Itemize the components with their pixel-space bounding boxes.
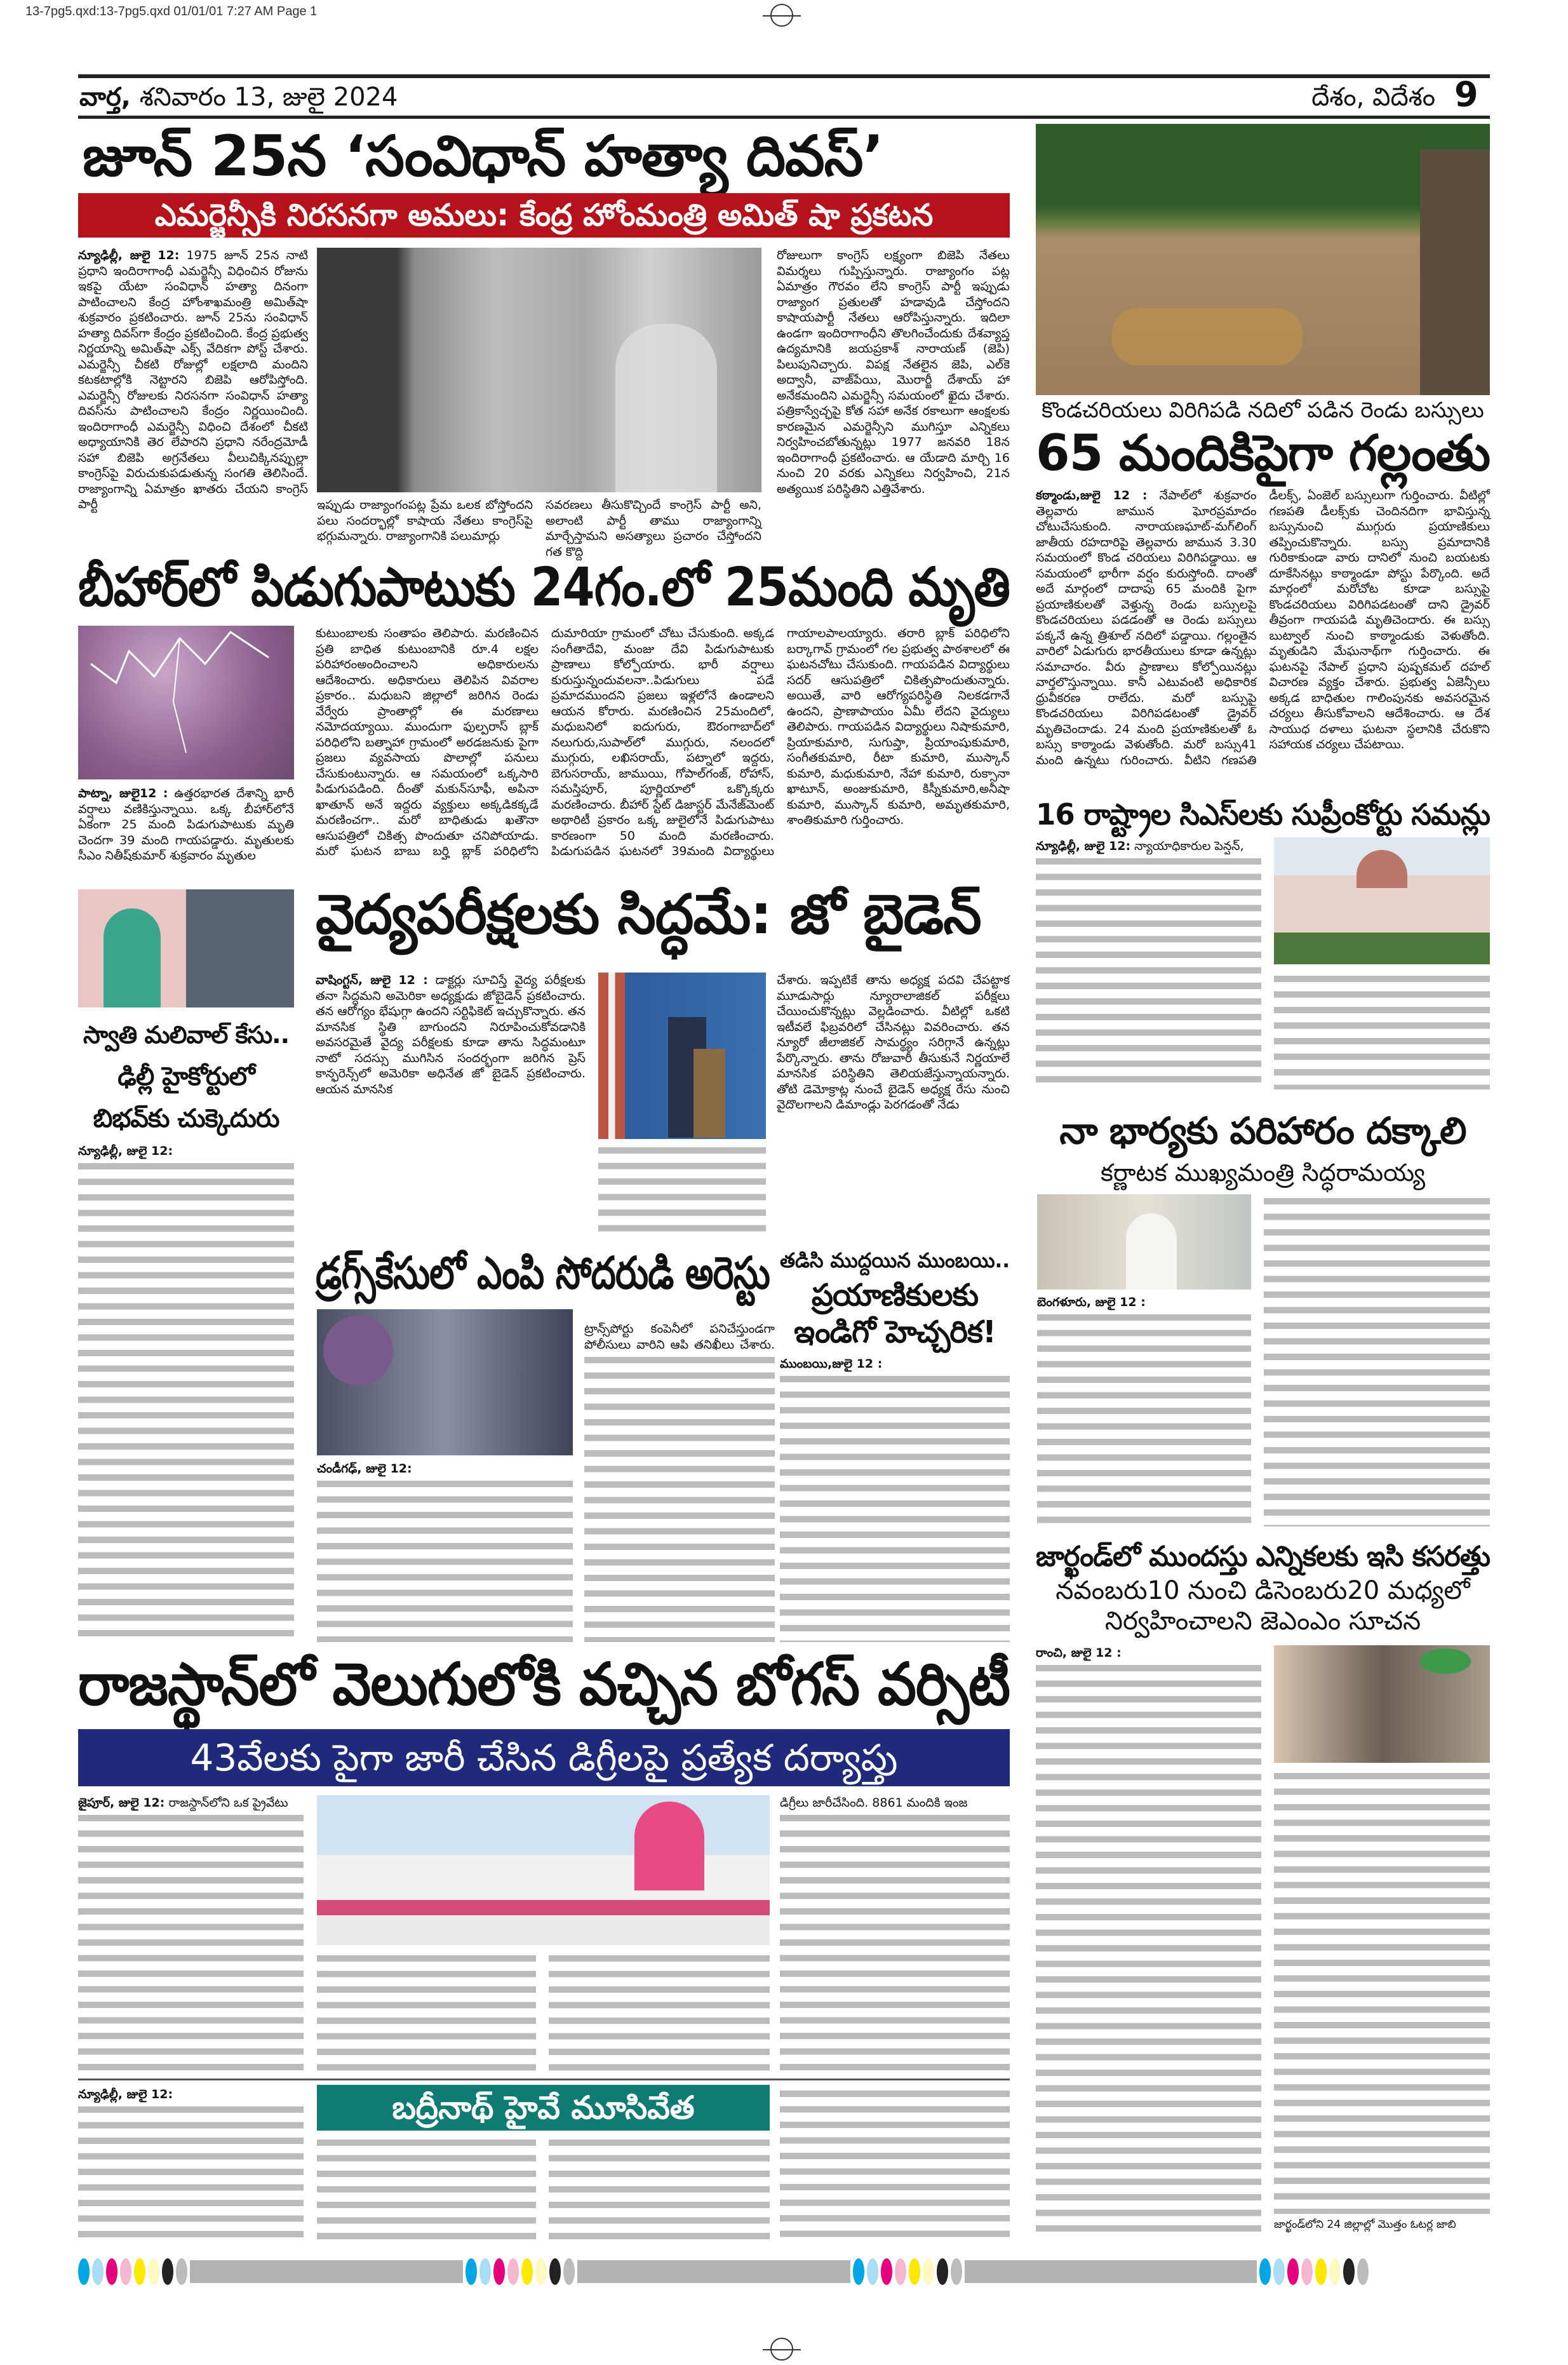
photo-jmm-leaders xyxy=(1274,1645,1490,1763)
dateline: బెంగళూరు, జులై 12 : xyxy=(1037,1295,1146,1309)
lightning-icon xyxy=(78,626,294,779)
registration-mark-icon xyxy=(770,2338,793,2361)
file-slug: 13-7pg5.qxd:13-7pg5.qxd 01/01/01 7:27 AM Page 1 xyxy=(25,4,318,18)
headline-drugs-case: డ్రగ్స్‌కేసులో ఎంపి సోదరుడి అరెస్టు xyxy=(316,1247,770,1299)
headline-line: స్వాతి మలివాల్ కేసు.. xyxy=(83,1021,290,1049)
subhead-siddaramaiah: కర్ణాటక ముఖ్యమంత్రి సిద్ధరామయ్య xyxy=(1101,1159,1425,1187)
subhead-rajasthan-text: 43వేలకు పైగా జారీ చేసిన డిగ్రీలపై ప్రత్యేక దర్యాప్తు xyxy=(190,1736,898,1779)
article-biden-col1 xyxy=(316,973,586,1233)
article-badrinath-text-2 xyxy=(317,2136,536,2245)
kicker-mumbai: తడిసి ముద్దయిన ముంబయి.. xyxy=(780,1248,1010,1272)
photo-caption-col1: ఇప్పుడు రాజ్యాంగంపట్ల ప్రేమ ఒలక బోస్తోందని పలు సందర్భాల్లో కాషాయ నేతలు కాంగ్రెస్‌పై భగ్గుమన్నారు. రాజ్యాంగానికి పలుమార్లు xyxy=(317,498,533,543)
photo-nepal-river-rescue xyxy=(1036,124,1490,395)
header-bottom-rule xyxy=(78,116,1490,119)
subhead-emergency-text: ఎమర్జెన్సీకి నిరసనగా అమలు: కేంద్ర హోంమంత్రి అమిత్ షా ప్రకటన xyxy=(154,198,934,233)
headline-line: ప్రయాణికులకు xyxy=(811,1277,979,1313)
photo-indira-gandhi xyxy=(317,248,761,492)
article-siddaramaiah-text xyxy=(1037,1311,1251,1526)
color-calibration-bar xyxy=(78,2258,1369,2285)
registration-mark-icon xyxy=(770,4,793,27)
headline-bar-badrinath xyxy=(317,2085,770,2131)
masthead-date xyxy=(79,81,778,113)
article-badrinath-lead xyxy=(78,2087,304,2103)
dateline: రాంచి, జులై 12 : xyxy=(1036,1646,1122,1660)
article-jharkhand-text xyxy=(1036,1661,1261,2239)
photo-bogus-university xyxy=(317,1795,770,1945)
headline-emergency: జూన్ 25న ‘సంవిధాన్ హత్యా దివస్’ xyxy=(83,123,883,189)
article-mumbai-text xyxy=(780,1372,1010,1642)
photo-supreme-court xyxy=(1274,837,1490,964)
article-bihar: కుటుంబాలకు సంతాపం తెలిపారు. మరణించిన ప్రతి బాధిత కుటుంబానికి రూ.4 లక్షల పరిహారంఅందించాలని అధికారులను ఆదేశించారు. అధికారులు తెలిపిన వివరాల ప్రకారం.. మధుబని జిల్లాలో జరిగిన రెండు వేర్వేరు ప్రాంతాల్లో ఈ మరణాలు నమోదయ్యాయి. ముందుగా ఫుల్పరాస్ బ్లాక్ పరిధిలోని బత్నాహా గ్రామంలో అరడజనుకు పైగా ప్రజలు వ్యవసాయ పొలాల్లో పనులు చేసుకుంటున్నారు. ఆ సమయంలో ఒక్కసారి పిడుగుపడింది. దీంతో మకున్‌సూఫీ, అపినా ఖాతూన్ అనే ఇద్దరు వ్యక్తులు అక్కడికక్కడే మరణించగా.. మరో బాధితుడు ఖతౌనా ఆసుపత్రిలో చికిత్స పొందుతూ చనిపోయాడు. మరో ఘటన బాబు బర్హి బ్లాక్ పరిధిలోని దుమారియా గ్రామంలో చోటు చేసుకుంది. అక్కడ సంగీతాదేవి, మంజు దేవి పిడుగుపాటుకు ప్రాణాలు కోల్పోయారు. భారీ వర్షాలు కురుస్తున్నందువలనా..పిడుగులు పడే ప్రమాదముందని ప్రజలు ఇళ్లలోనే ఉండాలని ఆయన కోరారు. మరణించిన 25మందిలో, మధుబనిలో ఐదుగురు, ఔరంగాబాద్‌లో నలుగురు,సుపాల్‌లో ముగ్గురు, నలందలో ముగ్గురు, లఖిసరాయ్, పట్నాలో ఇద్దరు, బెగుసరాయ్, జాముయి, గోపాల్‌గంజ్, రోహాస్, సమస్తిపూర్, పూర్ణియాలో ఒక్కొక్కరు మరణించారు. బీహార్ స్టేట్ డిజాస్టర్ మేనేజ్‌మెంట్ అథారిటీ ప్రకారం ఒక్క జులైలోనే పిడుగుపాటు కారణంగా 50 మంది మరణించారు. పిడుగుపడిన ఘటనలో 39మంది విద్యార్థులు గాయాలపాలయ్యారు. తరారి బ్లాక్ పరిధిలోని బర్కాగావ్ గ్రామంలో గల ప్రభుత్వ పాఠశాలలో ఈ ఘటనచోటు చేసుకుంది. గాయపడిన విద్యార్థులు సదర్ ఆసుపత్రిలో చికిత్సపొందుతున్నారు. అయితే, వారి ఆరోగ్యపరిస్థితి నిలకడగానే ఉందని, ప్రాణాపాయం ఏమీ లేదని వైద్యులు తెలిపారు. గాయపడిన విద్యార్థులు నిషాకుమారి, ప్రియాకుమారి, సుగుప్తా, ప్రియాంషుకుమారి, సంగీతకుమారి, రీటా కుమారి, ముస్కాన్ కుమారి, మధుకుమారి, నేహా కుమారి, రుక్సానా ఖాటూన్, అంజుకుమారి, కిస్నీకుమారి,అనీషా కుమారి, ముస్కాన్ కుమారి, అమృతకుమారి, శాంతికుమారి గుర్తించారు. xyxy=(316,626,1010,858)
dateline: న్యూఢిల్లీ, జులై 12: xyxy=(1036,839,1131,853)
article-text: డాక్టర్లు సూచిస్తే వైద్య పరీక్షలకు తనా సిద్ధమని అమెరికా అధ్యక్షుడు జోబైడెన్ ప్రకటించారు. తన ఆరోగ్యం భేషుగ్గా ఉందని సర్టిఫికెట్ ఇచ్చుకొన్నారు. తన మానసిక స్థితి బాగుందని నిరూపించుకోవడానికి అవసరమైతే వైద్య పరీక్షలకు కూడా తాను సిద్ధమంటూ నాటో సదస్సు ముగిసిన సందర్భంగా జరిగిన ప్రెస్ కాన్ఫరెన్స్‌లో అమెరికా అధినేత జో బైడెన్ ప్రకటించారు. ఆయన మానసిక xyxy=(316,973,586,1096)
article-jharkhand-tail: జార్ఖండ్‌లోని 24 జిల్లాల్లో మొత్తం ఓటర్ల జాబి xyxy=(1274,2218,1456,2231)
article-maliwal-text xyxy=(78,1159,294,1645)
header-top-rule xyxy=(78,74,1490,78)
photo-handcuffs xyxy=(317,1309,573,1455)
article-sc-lead xyxy=(1036,839,1261,854)
photo-lightning xyxy=(78,626,294,779)
article-jharkhand-lead xyxy=(1036,1645,1261,1661)
dateline: పాట్నా, జులై12 : xyxy=(78,786,168,800)
headline-rajasthan: రాజస్థాన్‌లో వెలుగులోకి వచ్చిన బోగస్ వర్సిటీ xyxy=(78,1650,1010,1718)
article-drugs-text-2 xyxy=(584,1353,775,1642)
headline-biden: వైద్యపరీక్షలకు సిద్ధమే: జో బైడెన్ xyxy=(316,883,981,947)
subhead-line: నిర్వహించాలని జెఎంఎం సూచన xyxy=(1104,1607,1421,1636)
headline-line: ఇండిగో హెచ్చరిక! xyxy=(794,1314,996,1350)
article-mumbai-lead xyxy=(780,1356,1010,1372)
dateline: న్యూఢిల్లీ, జులై 12: xyxy=(78,2087,173,2101)
headline-maliwal xyxy=(78,1014,294,1140)
dateline: జైపూర్, జులై 12: xyxy=(78,1796,165,1810)
article-text: న్యాయాధికారుల పెన్షన్, xyxy=(1134,839,1244,853)
article-emergency-col1 xyxy=(78,248,308,549)
headline-jharkhand: జార్ఖండ్‌లో ముందస్తు ఎన్నికలకు ఇసి కసరత్తు xyxy=(1036,1540,1490,1573)
headline-mumbai xyxy=(780,1277,1010,1351)
article-text: ఉత్తరభారత దేశాన్ని భారీ వర్షాలు వణికిస్తున్నాయి. ఒక్క బీహార్‌లోనే ఏకంగా 25 మంది పిడుగుపాటుకు మృతి చెందగా 39 మంది గాయపడ్డారు. మృతులకు సీఎం నితీష్‌కుమార్ శుక్రవారం మృతుల xyxy=(78,786,294,863)
article-badrinath-text-3 xyxy=(549,2136,770,2245)
subhead-jharkhand xyxy=(1036,1575,1490,1636)
headline-nepal: 65 మందికిపైగా గల్లంతు xyxy=(1036,425,1490,482)
article-bihar-lead xyxy=(78,786,294,881)
subhead-bar-rajasthan xyxy=(78,1729,1010,1786)
article-nepal xyxy=(1036,488,1490,796)
article-drugs-lead xyxy=(317,1461,573,1477)
dateline: న్యూఢిల్లీ, జులై 12: xyxy=(78,1144,173,1158)
article-rajasthan-text-1 xyxy=(78,1811,304,2075)
article-drugs-col2: ట్రాన్స్‌పోర్టు కంపెనీలో పనిచేస్తుండగా పోలీసులు వారిని ఆపి తనిఖీలు చేశారు. xyxy=(584,1322,775,1352)
article-badrinath-text-1 xyxy=(78,2103,304,2246)
dateline: ముంబయి,జులై 12 : xyxy=(780,1357,883,1371)
article-rajasthan-text-4 xyxy=(780,1811,1010,2075)
article-maliwal-lead xyxy=(78,1143,294,1159)
page-number: 9 xyxy=(1454,74,1478,114)
headline-bihar: బీహార్‌లో పిడుగుపాటుకు 24గం.లో 25మంది మృతి xyxy=(78,556,1010,618)
subhead-line: నవంబరు10 నుంచి డిసెంబరు20 మధ్యలో xyxy=(1055,1576,1470,1605)
article-biden-col3: చేశారు. ఇప్పటికే తాను అధ్యక్ష పదవి చేపట్టాక మూడుసార్లు న్యూరాలాజికల్ పరీక్షలు చేయించుకొన్నట్లు వెల్లడించారు. వీటిల్లో ఒకటి ఇటీవలే ఫిబ్రవరిలో చేసినట్లు వివరించారు. తన న్యూరో జీలాజికల్ సామర్థ్యం సరిగ్గానే ఉన్నట్లు పేర్కొన్నారు. తాను రోజువారీ తీసుకునే నిర్ణయాలే మానసిక పరిస్థితిని తెలియజేస్తున్నాయన్నారు. తోటి డెమోక్రాట్ల నుంచే బైడెన్ అధ్యక్ష రేసు నుంచి వైదొలగాలని డిమాండ్లు పెరగడంతో నేడు xyxy=(777,973,1010,1112)
headline-line: బిభవ్‌కు చుక్కెదురు xyxy=(93,1104,279,1133)
article-text: 1975 జూన్ 25న నాటి ప్రధాని ఇందిరాగాంధీ ఎమర్జెన్సీ విధించిన రోజును ఇకపై యేటా సంవిధాన్ హత్యా దినంగా పాటించాలని కేంద్ర హోంశాఖమంత్రి అమిత్‌షా శుక్రవారం ప్రకటించారు. జూన్ 25ను సంవిధాన్ హత్యా దివస్‌గా కేంద్రం ప్రకటించింది. కేంద్ర ప్రభుత్వ నిర్ణయాన్ని అమిత్‌షా ఎక్స్ వేదికగా పోస్ట్ చేశారు. ఎమర్జెన్సీ చీకటి రోజుల్లో లక్షలాది మందిని కటకటాల్లోకి నెట్టారని బిజెపి ఆరోపిస్తోంది. ఎమర్జెన్సీ రోజులకు నిరసనగా సంవిధాన్ హత్యా దివస్‌ను పాటించాలని కేంద్రం నిర్ణయించింది. ఇందిరాగాంధీ ఎమర్జెన్సీ విధించి దేశంలో చీకటి అధ్యాయానికి తెర లేపారని ప్రధాని నరేంద్రమోడీ సహా బిజెపి అగ్రనేతలు వీలుచిక్కినప్పుల్లా కాంగ్రెస్‌పై విరుచుకుపడుతున్న సంగతి తెలిసిందే. రాజ్యాంగాన్ని ఏమాత్రం ఖాతరు చేయని కాంగ్రెస్ పార్టీ xyxy=(78,248,308,511)
divider xyxy=(78,2079,1010,2080)
dateline: కఠ్మాండు,జులై 12 : xyxy=(1036,488,1148,502)
article-sc-text xyxy=(1036,854,1261,1089)
dateline: న్యూఢిల్లీ, జులై 12: xyxy=(78,248,180,262)
article-drugs-text-1 xyxy=(317,1477,573,1642)
headline-line: ఢిల్లీ హైకోర్టులో xyxy=(117,1062,255,1091)
article-emergency-col3: రోజులుగా కాంగ్రెస్ లక్ష్యంగా బిజెపి నేతలు విమర్శలు గుప్పిస్తున్నారు. రాజ్యాంగం పట్ల ఏమాత్రం గౌరవం లేని కాంగ్రెస్ పార్టీ ఇప్పుడు రాజ్యాంగ ప్రతులతో హడావుడి చేస్తోందని కాషాయపార్టీ నేతలు ఆరోపిస్తున్నారు. ఇదిలా ఉండగా ఇందిరాగాంధీని తొలగించేందుకు దేశవ్యాప్త ఉద్యమానికి జయప్రకాశ్ నారాయణ్ (జెపి) పిలుపునిచ్చారు. విపక్ష నేతలైన జెపి, ఎల్‌కె అద్వానీ, వాజ్‌పేయి, మొరార్జీ దేశాయ్ హా అనేకమందిని ఎమర్జెన్సీ సమయంలో ఖైదు చేశారు. పత్రికాస్వేచ్ఛపై కోత సహా అనేక రకాలుగా ఆంక్షలకు కారణమైన ఎమర్జెన్సీని ముగిస్తూ ఎన్నికలు నిర్వహించబోతున్నట్లు 1977 జనవరి 18న ఇందిరాగాంధీ ప్రకటించారు. ఆ యేడాది మార్చి 16 నుంచి 20 వరకు ఎన్నికలు నిర్వహించి, 21న అత్యయిక పరిస్థితిని ఎత్తివేశారు. xyxy=(777,248,1010,496)
article-siddaramaiah-text-2 xyxy=(1264,1194,1490,1526)
dateline: చండీగఢ్, జులై 12: xyxy=(317,1462,412,1476)
article-rajasthan-col4: డిగ్రీలు జారీచేసింది. 8861 మందికి ఇంజ xyxy=(780,1796,968,1810)
kicker-nepal: కొండచరియలు విరిగిపడి నదిలో పడిన రెండు బస్సులు xyxy=(1042,398,1484,423)
article-sc-text-2 xyxy=(1274,972,1490,1089)
headline-supreme-court: 16 రాష్ట్రాల సిఎస్‌లకు సుప్రీంకోర్టు సమన్లు xyxy=(1036,797,1490,832)
article-biden-col2 xyxy=(598,1143,766,1232)
headline-siddaramaiah: నా భార్యకు పరిహారం దక్కాలి xyxy=(1059,1109,1466,1152)
issue-date: శనివారం 13, జులై 2024 xyxy=(139,83,398,112)
subhead-bar-emergency xyxy=(78,193,1010,238)
section-name: దేశం, విదేశం xyxy=(1311,83,1435,112)
article-rajasthan-lead xyxy=(78,1795,304,1811)
article-siddaramaiah-lead xyxy=(1037,1295,1251,1311)
photo-maliwal-bibhav xyxy=(78,889,294,1007)
photo-caption-col2: సవరణలు తీసుకొచ్చిందే కాంగ్రెస్ పార్టీ అని, అలాంటి పార్టీ తాము రాజ్యాంగాన్ని మార్చేస్తామని అసత్యాలు ప్రచారం చేస్తోందని గత కొద్ది xyxy=(546,498,761,559)
headline-badrinath-text: బద్రీనాథ్ హైవే మూసివేత xyxy=(392,2089,695,2126)
article-badrinath-text-4 xyxy=(780,2087,1010,2246)
photo-siddaramaiah xyxy=(1037,1194,1251,1290)
article-text: నేపాల్‌లో శుక్రవారం తెల్లవారు జామున ఘోరప్రమాదం చోటుచేసుకుంది. నారాయణఘాట్-మగ్‌లింగ్ జాతీయ రహదారిపై తెల్లవారు జామున 3.30 సమయంలో కొండ చరియలు విరిగిపడ్డాయి. ఆ సమయంలో భారీగా వర్షం కురుస్తోంది. దాంతో అదే మార్గంలో దాదాపు 65 మందికి పైగా ప్రయాణికులతో వెళ్తున్న రెండు బస్సులపై కొండచరియలు పడడంతో ఆ రెండు బస్సులు పక్కనే ఉన్న త్రిశూల్ నదిలో పడ్డాయి. గల్లంతైన వారిలో ఏడుగురు భారతీయులు కూడా ఉన్నట్లు సమాచారం. వీరు ప్రాణాలు కోల్పోయినట్లు వార్తలొస్తున్నాయి. కానీ ఎటువంటి అధికారిక ధ్రువీకరణ రాలేదు. మరో బస్సుపై కొండచరియలు విరిగిపడటంతో డ్రైవర్ మృతిచెందాడు. 24 మంది ప్రయాణికులతో ఓ బస్సు కాఠ్మాండు వెళుతోంది. మరో బస్సు41 మంది ఉన్నటు గురించారు. వీటిని గణపతి డీలక్స్, ఏంజెల్ బస్సులుగా గుర్తించారు. వీటిల్లో గణపతి డీలక్స్‌కు చెందినదిగా భావిస్తున్న బస్సునుంచి ముగ్గురు ప్రయాణికులు తప్పించుకొన్నారు. బస్సు ప్రమాదానికి గురికాకుండా వారు దానిలో నుంచి బయటకు దూకేసినట్లు కాఠ్మాండూ పోస్టు పేర్కొంది. అదే మార్గంలో మరోచోట కూడా బస్సుపై కొండచరియలు విరిగిపడటంతో దాని డ్రైవర్ తీవ్రంగా గాయపడి మృతిచెందారు. ఈ బస్సు బుట్వాల్ నుంచి కాఠ్మాండుకు వెళుతోంది. మృతుడిని మేఘనాథ్‌గా గుర్తించారు. ఈ ఘటనపై నేపాల్ ప్రధాని పుష్పకమల్ దహల్ విచారణ వ్యక్తం చేశారు. ప్రభుత్వ ఏజెన్సీలు అక్కడ బాధితుల గాలింపునకు అవసరమైన చర్యలు తీసుకోవాలని ఆదేశించారు. ఆ దేశ సాయుధ దళాలు ఘటనా స్థలానికి చేరుకొని సహాయక చర్యలు చేపటాయి. xyxy=(1036,488,1490,767)
article-jharkhand-text-2 xyxy=(1274,1769,1490,2214)
article-text: రాజస్థాన్‌లోని ఒక ప్రైవేటు xyxy=(168,1796,288,1810)
paper-name: వార్త, xyxy=(79,83,131,112)
dateline: వాషింగ్టన్, జులై 12 : xyxy=(316,973,428,987)
photo-biden-press-conference xyxy=(598,973,766,1139)
article-rajasthan-text-2 xyxy=(317,1951,536,2075)
article-rajasthan-text-3 xyxy=(549,1951,770,2075)
